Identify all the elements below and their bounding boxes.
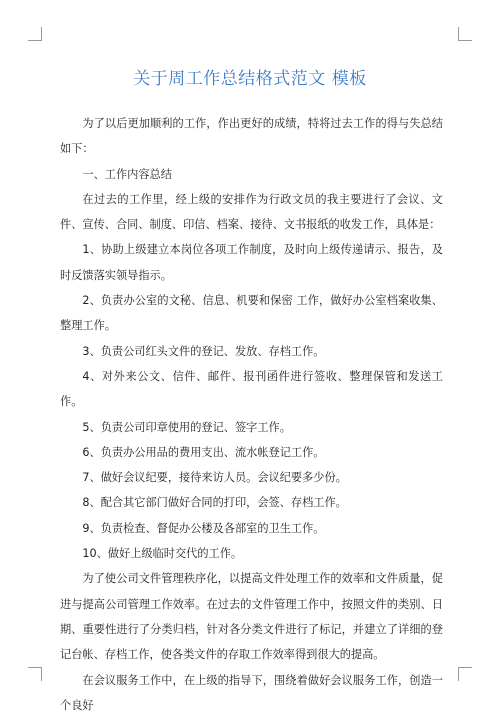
list-item: 6、负责办公用品的费用支出、流水帐登记工作。 (82, 445, 325, 459)
crop-mark-top-right-h (458, 40, 472, 41)
crop-mark-top-left-v (41, 27, 42, 41)
document-title: 关于周工作总结格式范文 模板 (133, 69, 367, 89)
document-body (60, 111, 443, 718)
list-item: 8、配合其它部门做好合同的打印，会签、存档工作。 (82, 496, 347, 510)
list-item: 10、做好上级临时交代的工作。 (82, 547, 243, 561)
list-item: 2、负责办公室的文秘、信息、机要和保密 工作，做好办公室档案收集、整理工作。 (60, 294, 443, 333)
crop-mark-top-left-h (28, 40, 42, 41)
list-item: 4、对外来公文、信件、邮件、报刊函件进行签收、整理保管和发送工作。 (60, 369, 443, 409)
list-item: 3、负责公司红头文件的登记、发放、存档工作。 (82, 344, 325, 358)
crop-mark-top-right-v (458, 27, 459, 41)
paragraph: 为了使公司文件管理秩序化，以提高文件处理工作的效率和文件质量，促进与提高公司管理工作效率。在过去的文件管理工作中，按照文件的类别、日期、重要性进行了分类归档，针对各分类文件进行了标记，并建立了详细的登记台帐、存档工作，使各类文件的存取工作效率得到很大的提高。 (60, 572, 443, 662)
paragraph: 在会议服务工作中，在上级的指导下，围绕着做好会议服务工作，创造一个良好 (60, 673, 443, 712)
list-item: 7、做好会议纪要，接待来访人员。会议纪要多少份。 (82, 471, 347, 485)
paragraph-intro: 为了以后更加顺利的工作，作出更好的成绩，特将过去工作的得与失总结如下： (60, 117, 443, 156)
list-item: 1、协助上级建立本岗位各项工作制度，及时向上级传递请示、报告，及时反馈落实领导指示。 (60, 243, 443, 282)
list-item: 5、负责公司印章使用的登记、签字工作。 (82, 420, 291, 434)
paragraph: 在过去的工作里，经上级的安排作为行政文员的我主要进行了会议、文件、宣传、合同、制度、印信、档案、接待、文书报纸的收发工作，具体是： (60, 192, 443, 232)
list-item: 9、负责检查、督促办公楼及各部室的卫生工作。 (82, 521, 325, 535)
crop-mark-bottom-left-h (28, 667, 42, 668)
crop-mark-bottom-right-v (458, 667, 459, 681)
crop-mark-bottom-left-v (41, 667, 42, 681)
crop-mark-bottom-right-h (458, 667, 472, 668)
section-heading: 一、工作内容总结 (82, 167, 172, 181)
